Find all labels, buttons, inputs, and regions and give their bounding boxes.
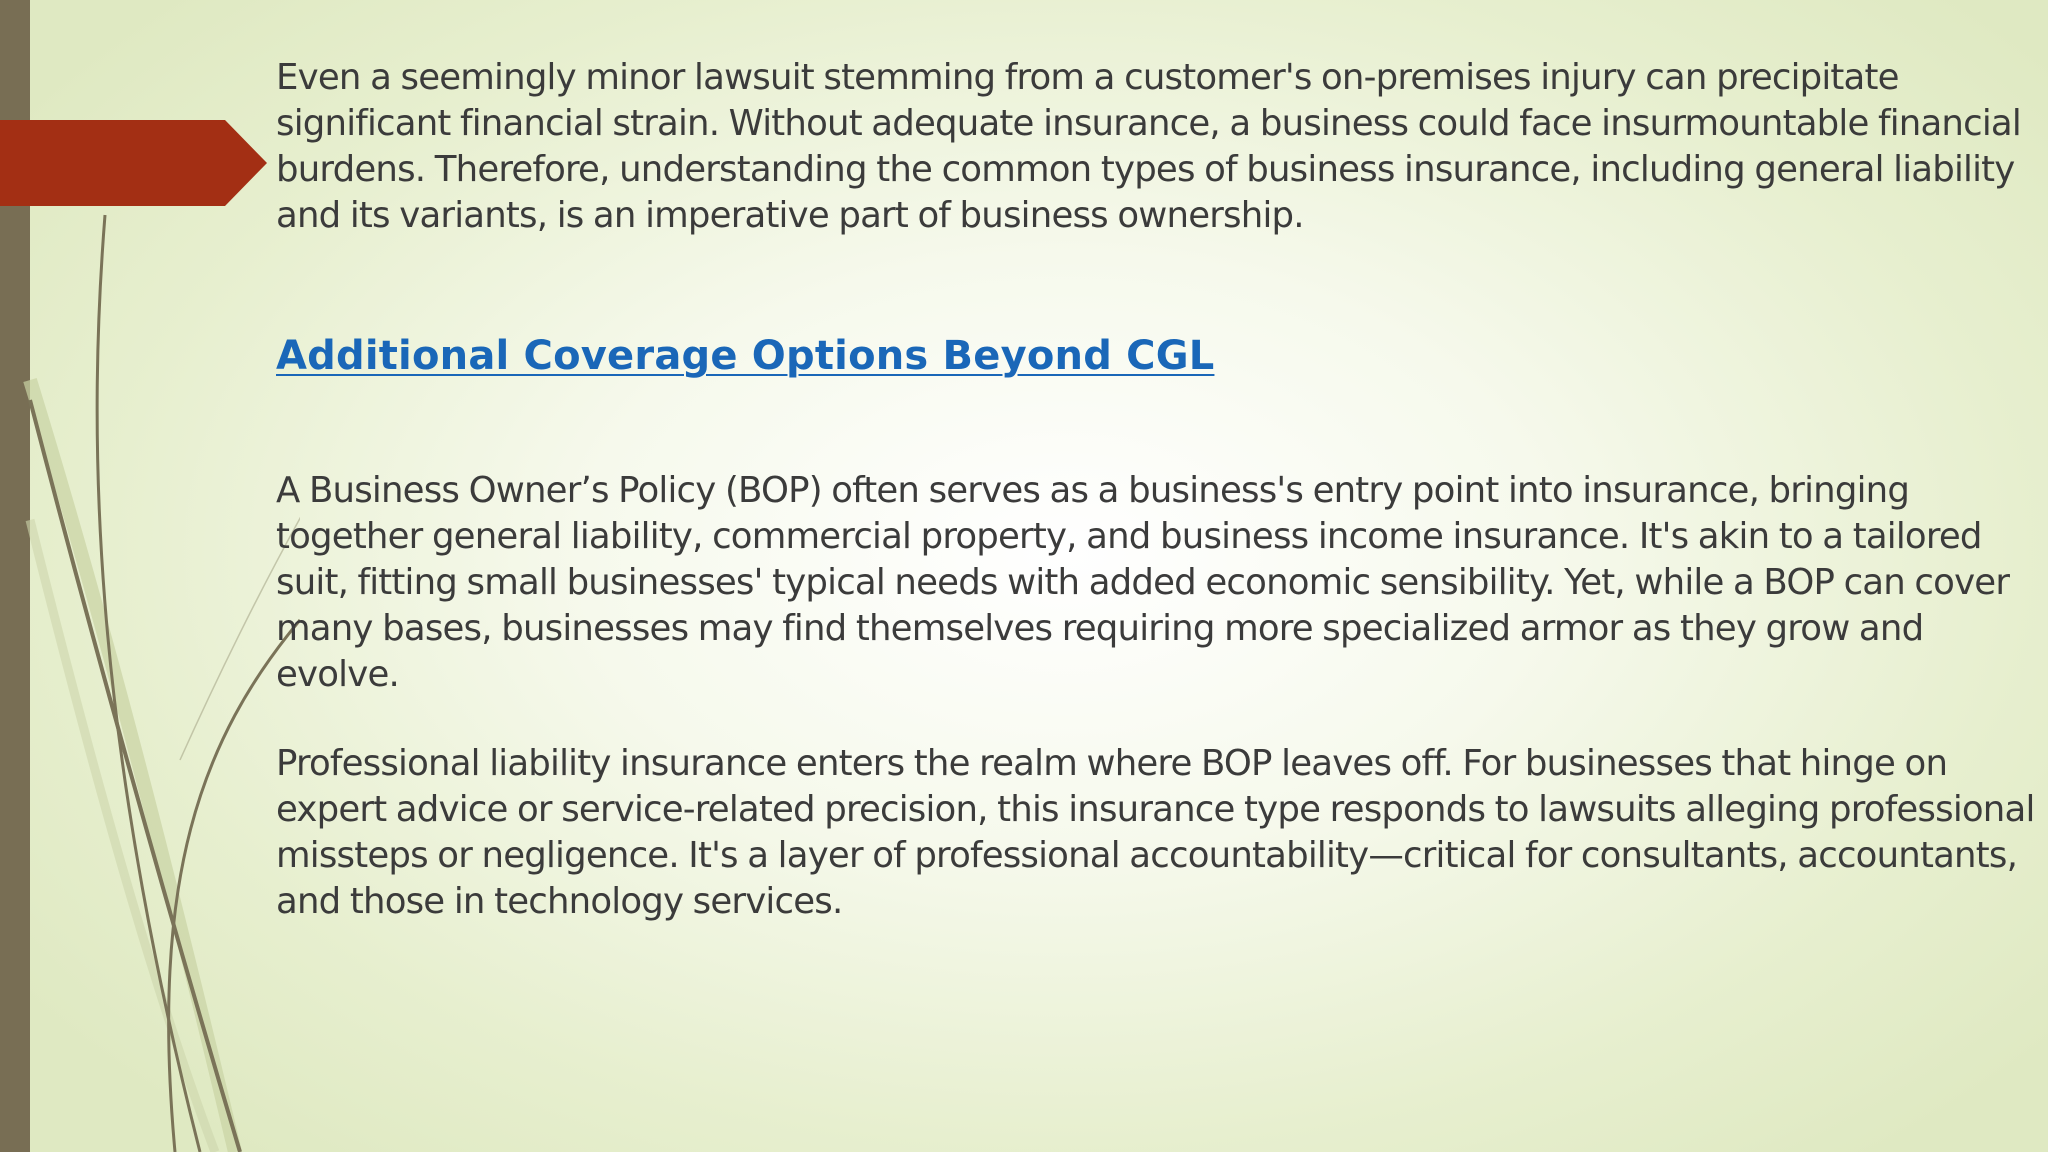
professional-liability-paragraph: Professional liability insurance enters the realm where BOP leaves off. For businesses that hinge on expert advice or service-related precision, this insurance type responds to lawsuits alleging professional missteps or negligence. It's a layer of professional accountability—critical for consultants, accountants, and those in technology services. bbox=[276, 743, 2035, 922]
bop-paragraph: A Business Owner’s Policy (BOP) often serves as a business's entry point into insurance, bringing together general liability, commercial property, and business income insurance. It's akin to a tailored suit, fitting small businesses' typical needs with added economic sensibility. Yet, while a BOP can cover many bases, businesses may find themselves requiring more specialized armor as they grow and evolve. bbox=[276, 470, 2010, 695]
decor-curve-light-2 bbox=[30, 520, 215, 1152]
intro-paragraph: Even a seemingly minor lawsuit stemming from a customer's on-premises injury can precipitate significant financial strain. Without adequate insurance, a business could face insurmountable financial burdens. Therefore, understanding the common types of business insurance, including general liability and its variants, is an imperative part of business ownership. bbox=[276, 57, 2021, 236]
section-heading-link[interactable]: Additional Coverage Options Beyond CGL bbox=[276, 333, 1215, 379]
decor-curve-dark-2 bbox=[97, 215, 200, 1152]
accent-arrow-shape bbox=[0, 120, 270, 206]
